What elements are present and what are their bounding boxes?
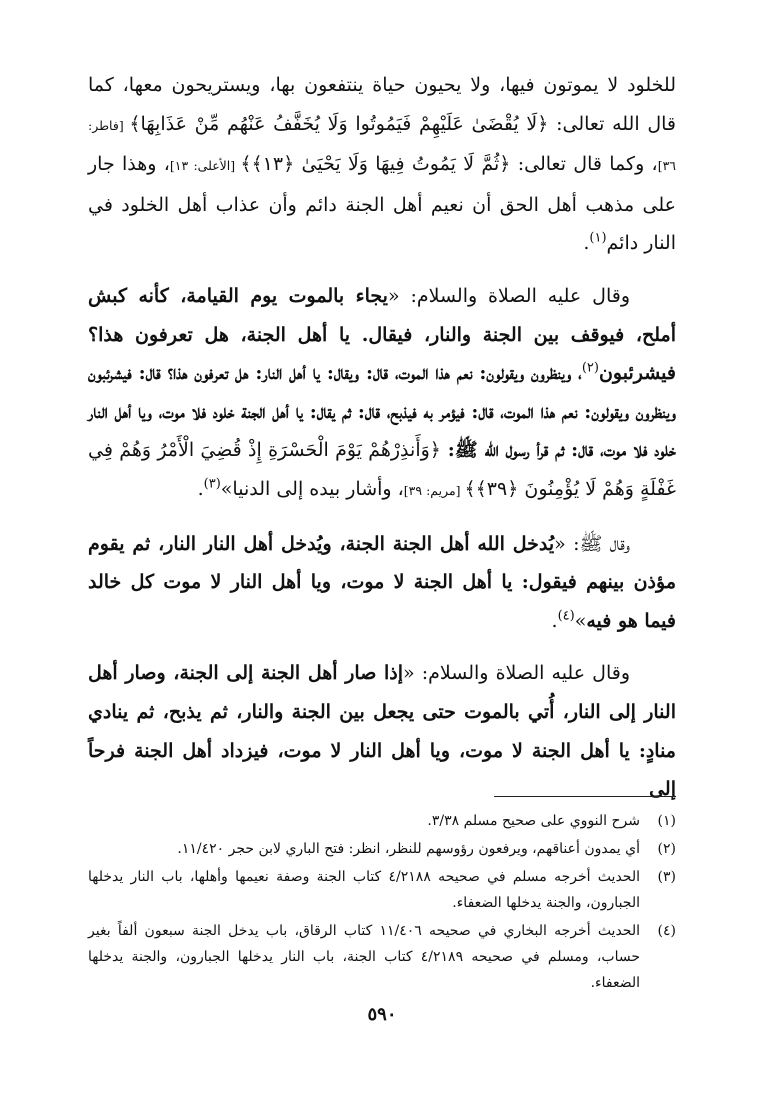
para-3-hadith: يُدخل الله أهل الجنة الجنة، ويُدخل أهل النار النار، ثم يقوم مؤذن بينهم فيقول: يا أهل الجنة لا موت، ويا أهل النار لا موت كل خالد فيما هو فيه: [88, 532, 676, 632]
document-page: [88, 66, 676, 1066]
body-paragraph-3: [88, 525, 676, 641]
para-2-intro: وقال عليه الصلاة والسلام: «: [387, 284, 630, 307]
para-1-ref-ala: [الأعلى: ١٣]: [169, 158, 241, 174]
footnote-text: الحديث أخرجه البخاري في صحيحه ١١/٤٠٦ كتاب الرقاق، باب يدخل الجنة سبعون ألفاً بغير حساب، ومسلم في صحيحه ٤/٢١٨٩ كتاب الجنة، باب النار يدخلها الجبارون، والجنة يدخلها الضعفاء.: [88, 923, 640, 991]
footnote-2: [88, 836, 676, 862]
footnote-3: [88, 864, 676, 916]
footnotes: [88, 808, 676, 998]
para-1-seg-3: ، وكما قال تعالى:: [510, 153, 658, 176]
footnote-marker-1[interactable]: (١): [589, 231, 607, 247]
para-2-hadith-b: ، وينظرون ويقولون: نعم هذا الموت، قال: ويقال: يا أهل النار: هل تعرفون هذا؟ قال: فيشرئبون وينظرون ويقولون: نعم هذا الموت، قال: فيؤمر به فيذبح، قال: ثم يقال: يا أهل الجنة خلود فلا موت، ويا أهل النار خلود فلا موت، قال: ثم قرأ رسول الله ﷺ:: [88, 362, 676, 462]
footnote-separator: [494, 796, 676, 797]
para-2-verse-maryam: ﴿وَأَنذِرْهُمْ يَوْمَ الْحَسْرَةِ إِذْ قُضِيَ الْأَمْرُ وَهُمْ فِي غَفْلَةٍ وَهُمْ لَا يُؤْمِنُونَ ﴿٣٩﴾﴾: [88, 439, 676, 500]
page-number: ٥٩٠: [367, 1004, 397, 1025]
para-3-end: .: [551, 609, 558, 632]
para-4-intro: وقال عليه الصلاة والسلام: «: [403, 662, 631, 685]
para-1-ref-fatir: [فاطر: ٣٦]: [88, 117, 677, 174]
para-2-end: .: [197, 477, 204, 500]
footnote-1: [88, 808, 676, 834]
footnote-number: (٣): [657, 869, 676, 885]
footnote-marker-2[interactable]: (٢): [581, 360, 599, 376]
footnote-number: (١): [657, 813, 676, 829]
footnote-text: الحديث أخرجه مسلم في صحيحه ٤/٢١٨٨ كتاب الجنة وصفة نعيمها وأهلها، باب النار يدخلها الجبارون، والجنة يدخلها الضعفاء.: [88, 869, 640, 911]
para-1-verse-ala: ﴿ثُمَّ لَا يَمُوتُ فِيهَا وَلَا يَحْيَىٰ ﴿١٣﴾﴾: [240, 153, 511, 176]
footnote-marker-4[interactable]: (٤): [557, 608, 575, 624]
para-1-verse-fatir: ﴿لَا يُقْضَىٰ عَلَيْهِمْ فَيَمُوتُوا وَلَا يُخَفَّفُ عَنْهُم مِّنْ عَذَابِهَا﴾: [129, 112, 549, 135]
para-2-ref-maryam: [مريم: ٣٩]: [403, 482, 465, 498]
body-paragraph-2: [88, 277, 676, 511]
footnote-marker-3[interactable]: (٣): [203, 476, 221, 492]
para-4-hadith: إذا صار أهل الجنة إلى الجنة، وصار أهل النار إلى النار، أُتي بالموت حتى يجعل بين الجنة والنار، ثم يذبح، ثم ينادي منادٍ: يا أهل الجنة لا موت، ويا أهل النار لا موت، فيزداد أهل الجنة فرحاً إلى: [88, 662, 676, 801]
para-1-end: .: [583, 232, 590, 255]
para-2-hadith-a: يجاء بالموت يوم القيامة، كأنه كبش أملح، فيوقف بين الجنة والنار، فيقال. يا أهل الجنة، هل تعرفون هذا؟ فيشرئبون: [88, 284, 676, 385]
footnote-number: (٢): [657, 841, 676, 857]
para-3-close-quote: »: [574, 609, 587, 632]
footnote-text: أي يمدون أعناقهم، ويرفعون رؤوسهم للنظر، انظر: فتح الباري لابن حجر ١١/٤٢٠.: [177, 841, 640, 857]
footnote-text: شرح النووي على صحيح مسلم ٣/٣٨.: [427, 813, 640, 829]
footnote-4: [88, 918, 676, 996]
footnote-number: (٤): [657, 923, 676, 939]
para-1-seg-6: ، وهذا جار على مذهب أهل الحق أن نعيم أهل الجنة دائم وأن عذاب أهل الخلود في النار دائم: [88, 153, 676, 255]
para-2-tail: ، وأشار بيده إلى الدنيا»: [220, 477, 404, 500]
para-1-seg-0: للخلود لا يموتون فيها، ولا يحيون حياة ينتفعون بها، ويستريحون معها، كما قال الله تعالى:: [88, 74, 676, 135]
para-3-intro: وقال ﷺ: «: [554, 532, 630, 555]
body-paragraph-4: [88, 654, 676, 808]
body-paragraph-1: [88, 66, 676, 263]
